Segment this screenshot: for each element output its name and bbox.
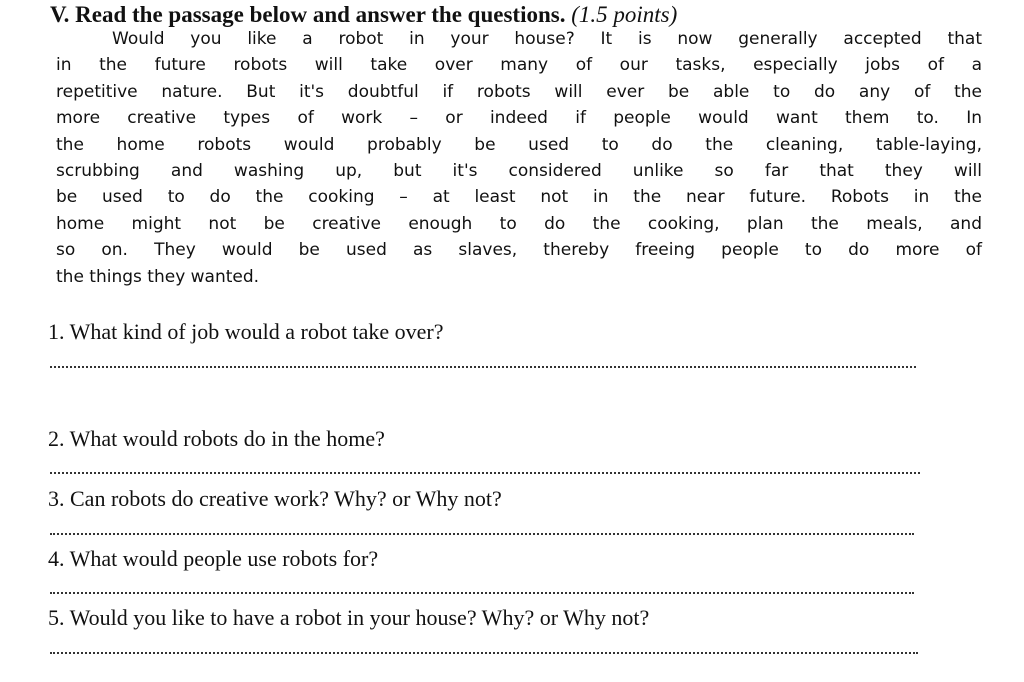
passage-line: so on. They would be used as slaves, thereby freeing people to do more of: [56, 240, 982, 261]
points-label: (1.5 points): [571, 2, 678, 27]
passage-line: more creative types of work – or indeed if people would want them to. In: [56, 108, 982, 129]
passage-line: home might not be creative enough to do the cooking, plan the meals, and: [56, 213, 982, 234]
passage-line: scrubbing and washing up, but it's considered unlike so far that they will: [56, 160, 982, 181]
reading-passage: [56, 26, 982, 290]
passage-line: in the future robots will take over many of our tasks, especially jobs of a: [56, 55, 982, 76]
passage-line: be used to do the cooking – at least not in the near future. Robots in the: [56, 187, 982, 208]
question-3: 3. Can robots do creative work? Why? or Why not?: [48, 486, 502, 511]
passage-line: the things they wanted.: [56, 266, 260, 287]
answer-line-4[interactable]: [50, 592, 914, 594]
question-4: 4. What would people use robots for?: [48, 546, 379, 571]
answer-line-3[interactable]: [50, 533, 914, 535]
answer-line-5[interactable]: [50, 652, 918, 654]
passage-line: repetitive nature. But it's doubtful if robots will ever be able to do any of the: [56, 81, 982, 102]
question-1: 1. What kind of job would a robot take over?: [48, 319, 444, 344]
passage-line: Would you like a robot in your house? It is now generally accepted that: [112, 29, 982, 49]
answer-line-2[interactable]: [50, 472, 920, 474]
question-5: 5. Would you like to have a robot in your house? Why? or Why not?: [48, 605, 650, 630]
section-title: V. Read the passage below and answer the questions.: [50, 2, 566, 27]
answer-line-1[interactable]: [50, 366, 916, 368]
question-2: 2. What would robots do in the home?: [48, 426, 385, 451]
passage-line: the home robots would probably be used to do the cleaning, table-laying,: [56, 134, 982, 155]
